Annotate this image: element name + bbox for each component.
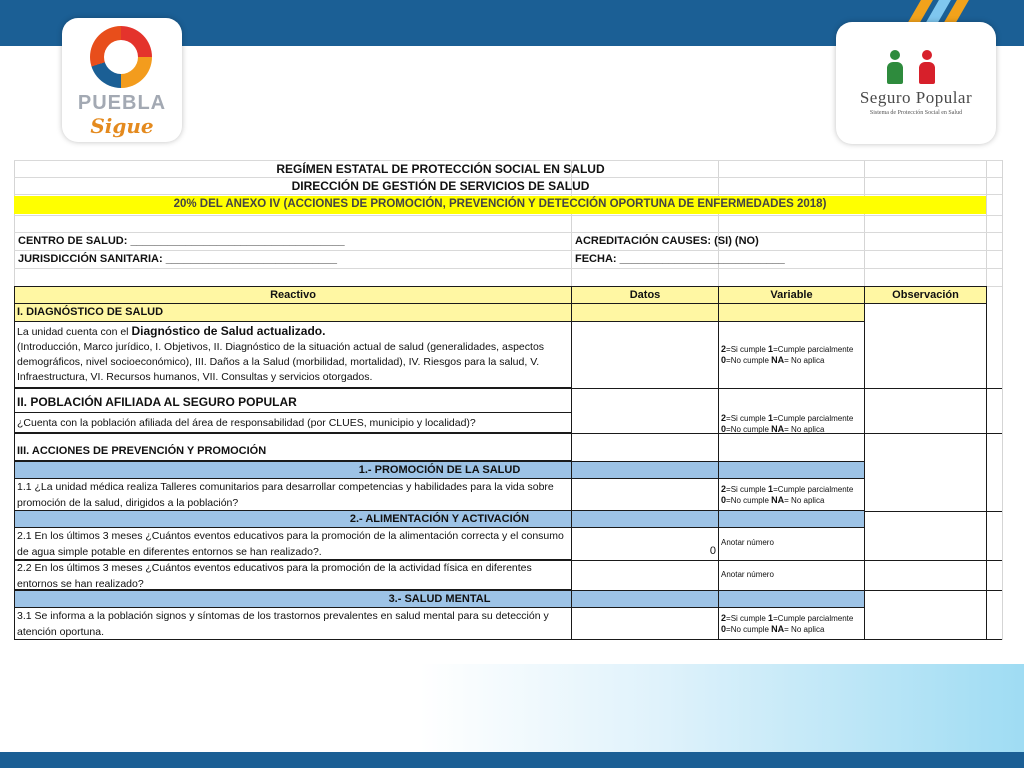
variable-legend: 2=Si cumple 1=Cumple parcialmente 0=No cumple NA= No aplica bbox=[721, 484, 854, 505]
variable-legend: 2=Si cumple 1=Cumple parcialmente 0=No cumple NA= No aplica bbox=[721, 613, 854, 634]
puebla-sigue-logo bbox=[62, 18, 182, 142]
reactivo-alimentacion: 2.1 En los últimos 3 meses ¿Cuántos eventos educativos para la promoción de la alimentación correcta y el consumo de agua simple potable en diferentes entornos se han realizado?. bbox=[14, 528, 572, 560]
logo-title: Seguro Popular bbox=[859, 88, 973, 107]
subsection-alimentacion: 2.- ALIMENTACIÓN Y ACTIVACIÓN bbox=[14, 510, 865, 528]
section-acciones: III. ACCIONES DE PREVENCIÓN Y PROMOCIÓN bbox=[14, 443, 572, 461]
reactivo-actividad-fisica: 2.2 En los últimos 3 meses ¿Cuántos eventos educativos para la promoción de la actividad física en diferentes entornos se han realizado? bbox=[14, 560, 572, 590]
reactivo-detail: (Introducción, Marco jurídico, I. Objetivos, II. Diagnóstico de la situación actual de salud (generalidades, aspectos demográficos, nivel socioeconómico), III. Daños a la Salud (morbilidad, mortalidad), IV. Riesgos para la salud, V. Infraestructura, VI. Recursos humanos, VII. Consultas y servicios otorgados. bbox=[17, 341, 545, 383]
reactivo-bold: Diagnóstico de Salud actualizado. bbox=[131, 324, 326, 338]
header-line-1: REGÍMEN ESTATAL DE PROTECCIÓN SOCIAL EN SALUD bbox=[276, 162, 605, 176]
reactivo-salud-mental: 3.1 Se informa a la población signos y síntomas de los trastornos prevalentes en salud mental para su detección y atención oportuna. bbox=[14, 608, 572, 640]
puebla-ring-icon bbox=[90, 26, 152, 88]
variable-legend: 2=Si cumple 1=Cumple parcialmente 0=No cumple NA= No aplica bbox=[721, 413, 854, 433]
logo-word: PUEBLA bbox=[77, 92, 167, 114]
person-red-icon bbox=[918, 50, 936, 84]
reactivo-diagnostico bbox=[14, 322, 572, 388]
column-header-observacion: Observación bbox=[864, 286, 987, 304]
variable-legend: 2=Si cumple 1=Cumple parcialmente 0=No cumple NA= No aplica bbox=[721, 344, 854, 365]
reactivo-talleres: 1.1 ¿La unidad médica realiza Talleres comunitarios para desarrollar competencias y habilidades para la vida sobre promoción de la salud, dirigidos a la población? bbox=[14, 479, 572, 511]
reactivo-poblacion: ¿Cuenta con la población afiliada del área de responsabilidad (por CLUES, municipio y localidad)? bbox=[14, 413, 572, 433]
logo-script: Sigue bbox=[90, 114, 154, 138]
logo-subtitle: Sistema de Protección Social en Salud bbox=[869, 110, 963, 116]
decorative-stripes bbox=[894, 0, 984, 22]
reactivo-lead: La unidad cuenta con el bbox=[17, 326, 132, 338]
subsection-salud-mental: 3.- SALUD MENTAL bbox=[14, 590, 865, 608]
acreditacion-field: ACREDITACIÓN CAUSES: (SI) (NO) bbox=[575, 235, 759, 247]
datos-value: 0 bbox=[709, 545, 716, 557]
column-header-variable: Variable bbox=[718, 286, 865, 304]
column-header-datos: Datos bbox=[571, 286, 719, 304]
subsection-promocion: 1.- PROMOCIÓN DE LA SALUD bbox=[14, 461, 865, 479]
variable-anotar: Anotar número bbox=[721, 570, 774, 579]
program-banner: 20% DEL ANEXO IV (ACCIONES DE PROMOCIÓN, PREVENCIÓN Y DETECCIÓN OPORTUNA DE ENFERMEDADES 2018) bbox=[14, 196, 986, 214]
decorative-gradient bbox=[420, 664, 1024, 752]
column-header-reactivo: Reactivo bbox=[14, 286, 572, 304]
centro-de-salud-field: CENTRO DE SALUD: ___________________________________ bbox=[18, 235, 345, 247]
bottom-banner-bar bbox=[0, 752, 1024, 768]
person-green-icon bbox=[886, 50, 904, 84]
section-diagnostico: I. DIAGNÓSTICO DE SALUD bbox=[14, 304, 572, 322]
section-poblacion: II. POBLACIÓN AFILIADA AL SEGURO POPULAR bbox=[14, 394, 572, 413]
checklist-spreadsheet bbox=[10, 160, 1010, 640]
seguro-popular-logo bbox=[836, 22, 996, 144]
fecha-field: FECHA: ___________________________ bbox=[575, 253, 785, 265]
header-line-2: DIRECCIÓN DE GESTIÓN DE SERVICIOS DE SALUD bbox=[291, 179, 590, 193]
variable-anotar: Anotar número bbox=[721, 538, 774, 547]
jurisdiccion-field: JURISDICCIÓN SANITARIA: ____________________________ bbox=[18, 253, 337, 265]
